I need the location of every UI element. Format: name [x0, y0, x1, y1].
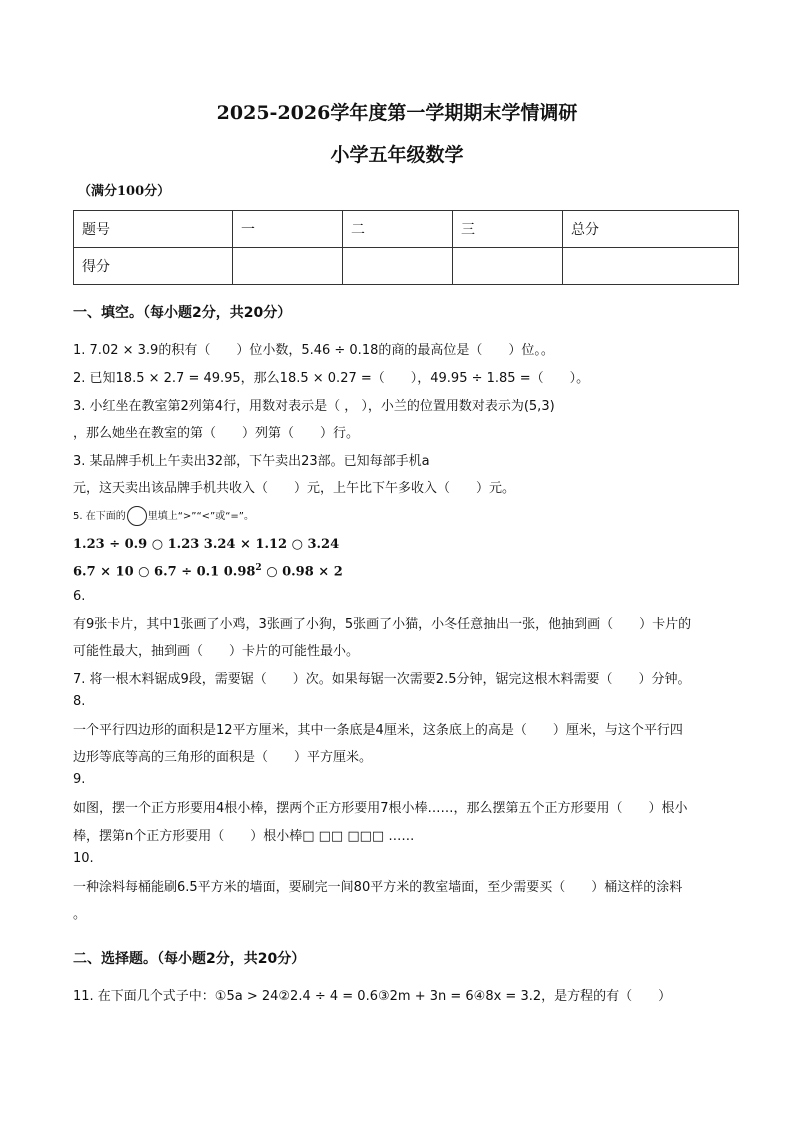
- question-number: 6.: [73, 589, 86, 604]
- q5-prefix: 5. 在下面的: [73, 511, 126, 522]
- comparison-expr-a: 6.7 × 10 ○ 6.7 ÷ 0.1 0.98: [73, 564, 256, 580]
- question-5-instruction: [73, 506, 733, 526]
- question-line: 3. 小红坐在教室第2列第4行，用数对表示是（ ， ），小兰的位置用数对表示为(5,3): [73, 399, 555, 414]
- score-table-score-row: [74, 248, 739, 285]
- question-line: 2. 已知18.5 × 2.7 = 49.95，那么18.5 × 0.27 =（ ），49.95 ÷ 1.85 =（ ）。: [73, 371, 590, 386]
- section2-heading: 二、选择题。（每小题2分，共20分）: [73, 951, 306, 967]
- circle-blank-icon: [127, 506, 147, 526]
- question-line: ，那么她坐在教室的第（ ）列第（ ）行。: [73, 426, 360, 441]
- comparison-line-1: 1.23 ÷ 0.9 ○ 1.23 3.24 × 1.12 ○ 3.24: [73, 537, 340, 552]
- score-table-row-label: 得分: [74, 248, 233, 285]
- score-table: [73, 210, 739, 285]
- score-table-header-cell: 题号: [74, 211, 233, 248]
- question-number: 8.: [73, 694, 86, 709]
- exponent: 2: [255, 563, 262, 573]
- question-line: 7. 将一根木料锯成9段，需要锯（ ）次。如果每锯一次需要2.5分钟，锯完这根木料需要（ ）分钟。: [73, 672, 691, 687]
- score-table-header-row: [74, 211, 739, 248]
- question-number: 10.: [73, 851, 94, 866]
- question-line: 元，这天卖出该品牌手机共收入（ ）元，上午比下午多收入（ ）元。: [73, 481, 516, 496]
- score-table-header-cell: 三: [453, 211, 563, 248]
- comparison-expr-b: ○ 0.98 × 2: [261, 564, 343, 580]
- score-table-header-cell: 总分: [563, 211, 739, 248]
- question-line: 边形等底等高的三角形的面积是（ ）平方厘米。: [73, 750, 373, 765]
- question-line: 3. 某品牌手机上午卖出32部，下午卖出23部。已知每部手机a: [73, 454, 430, 469]
- question-line: 可能性最大，抽到画（ ）卡片的可能性最小。: [73, 644, 360, 659]
- score-blank-cell[interactable]: [563, 248, 739, 285]
- question-line: 1. 7.02 × 3.9的积有（ ）位小数，5.46 ÷ 0.18的商的最高位是（ ）位。。: [73, 343, 554, 358]
- question-line: 如图，摆一个正方形要用4根小棒，摆两个正方形要用7根小棒……，那么摆第五个正方形要用（ ）根小: [73, 801, 688, 816]
- question-line: 11. 在下面几个式子中：①5a > 24②2.4 ÷ 4 = 0.6③2m + 3n = 6④8x = 3.2，是方程的有（ ）: [73, 989, 672, 1004]
- question-line: 有9张卡片，其中1张画了小鸡，3张画了小狗，5张画了小猫，小冬任意抽出一张，他抽到画（ ）卡片的: [73, 617, 692, 632]
- score-blank-cell[interactable]: [233, 248, 343, 285]
- q5-suffix: 里填上“>”“<”或“=”。: [147, 511, 254, 522]
- score-table-header-cell: 二: [343, 211, 453, 248]
- exam-title: 2025-2026学年度第一学期期末学情调研: [216, 102, 578, 124]
- score-blank-cell[interactable]: [343, 248, 453, 285]
- full-score-note: （满分100分）: [78, 184, 171, 199]
- score-table-header-cell: 一: [233, 211, 343, 248]
- question-line: 。: [73, 907, 87, 922]
- comparison-line-2: [73, 563, 733, 579]
- question-line: 棒，摆第n个正方形要用（ ）根小棒□ □□ □□□ ……: [73, 829, 415, 844]
- question-line: 一种涂料每桶能刷6.5平方米的墙面，要刷完一间80平方米的教室墙面，至少需要买（ ）桶这样的涂料: [73, 880, 683, 895]
- score-blank-cell[interactable]: [453, 248, 563, 285]
- exam-subtitle: 小学五年级数学: [330, 144, 464, 166]
- section1-heading: 一、填空。（每小题2分，共20分）: [73, 305, 292, 321]
- question-number: 9.: [73, 772, 86, 787]
- question-line: 一个平行四边形的面积是12平方厘米，其中一条底是4厘米，这条底上的高是（ ）厘米，与这个平行四: [73, 723, 683, 738]
